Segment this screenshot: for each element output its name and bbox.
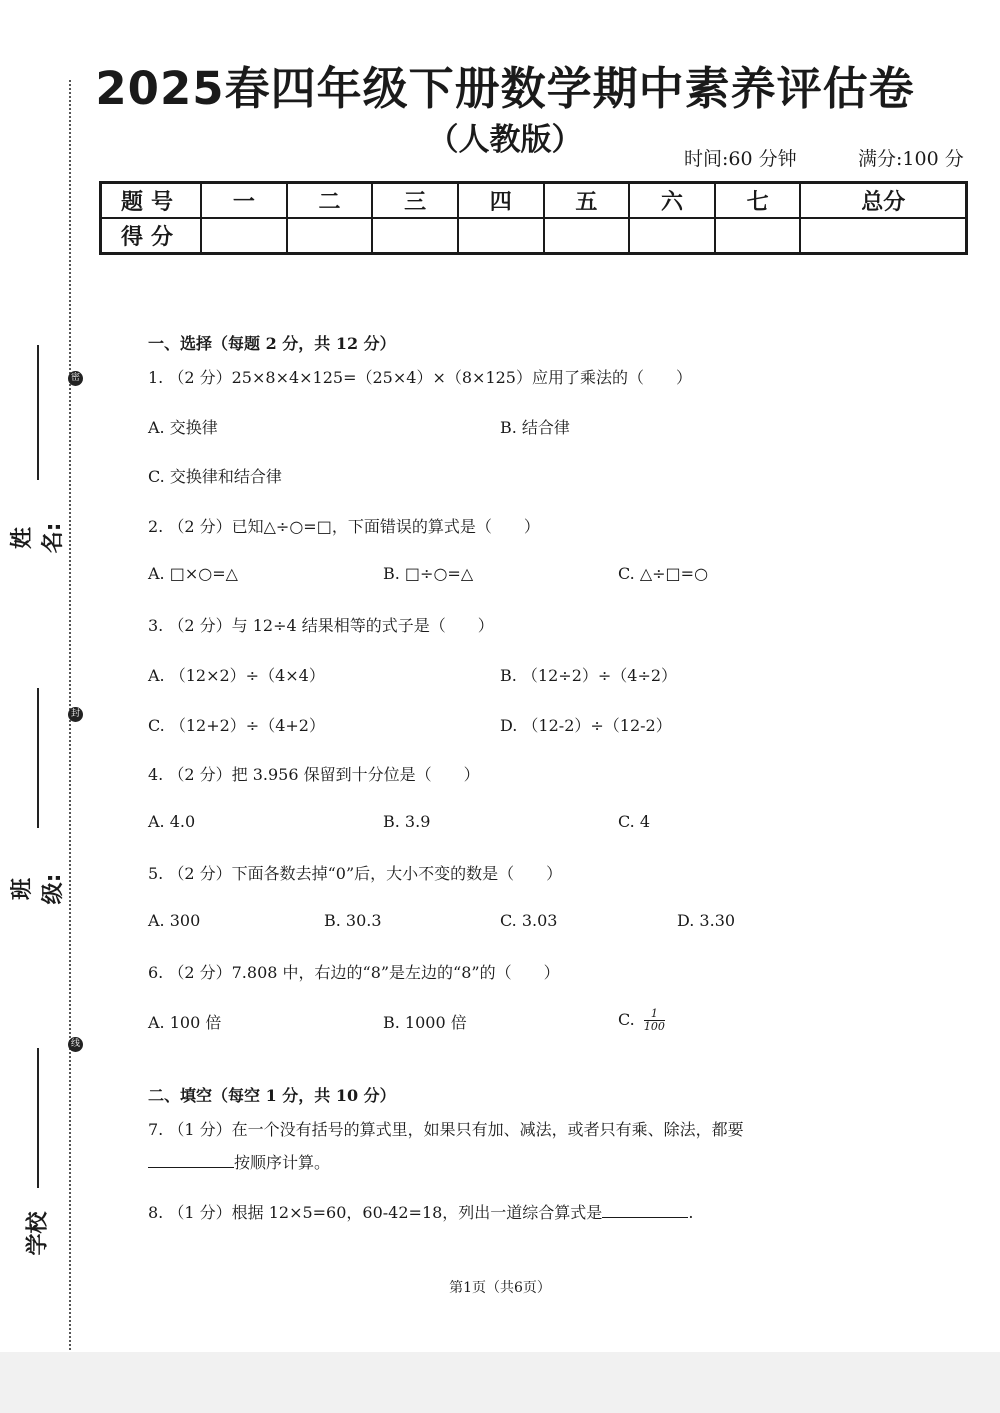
time-info: 时间:60 分钟 <box>684 148 797 170</box>
option[interactable]: B. 30.3 <box>324 911 382 930</box>
score-table-col: 二 <box>287 183 373 219</box>
scan-bottom-margin <box>0 1352 1000 1413</box>
score-table <box>99 181 968 255</box>
option[interactable]: C. 4 <box>618 812 651 831</box>
score-cell[interactable] <box>544 218 630 254</box>
score-cell[interactable] <box>201 218 287 254</box>
score-cell[interactable] <box>629 218 715 254</box>
option[interactable]: C. 3.03 <box>500 911 558 930</box>
fraction-numerator: 1 <box>644 1008 665 1021</box>
question-text: 8. （1 分）根据 12×5=60，60-42=18，列出一道综合算式是 <box>148 1203 603 1222</box>
question-stem: 3. （2 分）与 12÷4 结果相等的式子是（ ） <box>148 616 494 635</box>
question-stem: 2. （2 分）已知△÷○=□，下面错误的算式是（ ） <box>148 517 540 536</box>
score-table-col: 五 <box>544 183 630 219</box>
class-write-line[interactable] <box>37 688 39 828</box>
fraction <box>644 1008 665 1033</box>
option[interactable]: C. △÷□=○ <box>618 564 709 583</box>
question-stem: 7. （1 分）在一个没有括号的算式里，如果只有加、减法，或者只有乘、除法，都要 <box>148 1120 744 1139</box>
score-table-col: 一 <box>201 183 287 219</box>
seal-mark: 线 <box>68 1037 83 1052</box>
score-cell[interactable] <box>458 218 544 254</box>
question-stem: 6. （2 分）7.808 中，右边的“8”是左边的“8”的（ ） <box>148 963 560 982</box>
question-end: . <box>688 1203 694 1222</box>
name-label: 姓名: <box>10 522 66 554</box>
option[interactable]: C. （12+2）÷（4+2） <box>148 716 325 735</box>
section-heading: 一、选择（每题 2 分，共 12 分） <box>148 334 396 353</box>
full-score-info: 满分:100 分 <box>858 148 964 170</box>
question-stem: 4. （2 分）把 3.956 保留到十分位是（ ） <box>148 765 480 784</box>
option[interactable]: C. 交换律和结合律 <box>148 467 282 486</box>
score-cell[interactable] <box>800 218 966 254</box>
score-cell[interactable] <box>372 218 458 254</box>
option[interactable]: A. □×○=△ <box>148 564 238 583</box>
answer-blank[interactable] <box>602 1203 688 1218</box>
option[interactable]: A. （12×2）÷（4×4） <box>148 666 325 685</box>
score-table-col: 总分 <box>800 183 966 219</box>
exam-subtitle: （人教版） <box>427 122 583 158</box>
option-letter: C. <box>618 1010 635 1029</box>
option[interactable]: A. 300 <box>148 911 201 930</box>
option[interactable]: B. 结合律 <box>500 418 570 437</box>
score-cell[interactable] <box>287 218 373 254</box>
option[interactable]: D. （12-2）÷（12-2） <box>500 716 672 735</box>
score-table-header-row <box>101 183 967 219</box>
question-stem-line2 <box>148 1150 330 1173</box>
option-fraction[interactable] <box>618 1008 665 1033</box>
name-write-line[interactable] <box>37 345 39 480</box>
fraction-denominator: 100 <box>643 1020 665 1033</box>
score-table-score-row <box>101 218 967 254</box>
page-footer: 第1页（共6页） <box>449 1280 551 1296</box>
score-table-col: 六 <box>629 183 715 219</box>
school-label: 学校 <box>25 1211 51 1256</box>
option[interactable]: A. 交换律 <box>148 418 218 437</box>
question-stem <box>148 1200 693 1223</box>
option[interactable]: D. 3.30 <box>677 911 736 930</box>
score-table-col: 七 <box>715 183 801 219</box>
option[interactable]: B. 3.9 <box>383 812 431 831</box>
question-stem: 5. （2 分）下面各数去掉“0”后，大小不变的数是（ ） <box>148 864 563 883</box>
section-heading: 二、填空（每空 1 分，共 10 分） <box>148 1086 396 1105</box>
score-table-col: 四 <box>458 183 544 219</box>
option[interactable]: B. 1000 倍 <box>383 1013 467 1032</box>
score-table-row-label: 题号 <box>101 183 202 219</box>
seal-mark: 封 <box>68 707 83 722</box>
question-text: 按顺序计算。 <box>234 1153 331 1172</box>
exam-title: 2025春四年级下册数学期中素养评估卷 <box>95 62 915 115</box>
score-table-col: 三 <box>372 183 458 219</box>
seal-mark: 密 <box>68 371 83 386</box>
option[interactable]: B. □÷○=△ <box>383 564 474 583</box>
answer-blank[interactable] <box>148 1153 234 1168</box>
question-stem: 1. （2 分）25×8×4×125=（25×4）×（8×125）应用了乘法的（ ） <box>148 368 692 387</box>
score-table-row-label: 得分 <box>101 218 202 254</box>
school-write-line[interactable] <box>37 1048 39 1188</box>
class-label: 班级: <box>10 873 66 905</box>
option[interactable]: A. 100 倍 <box>148 1013 222 1032</box>
option[interactable]: B. （12÷2）÷（4÷2） <box>500 666 678 685</box>
score-cell[interactable] <box>715 218 801 254</box>
option[interactable]: A. 4.0 <box>148 812 196 831</box>
